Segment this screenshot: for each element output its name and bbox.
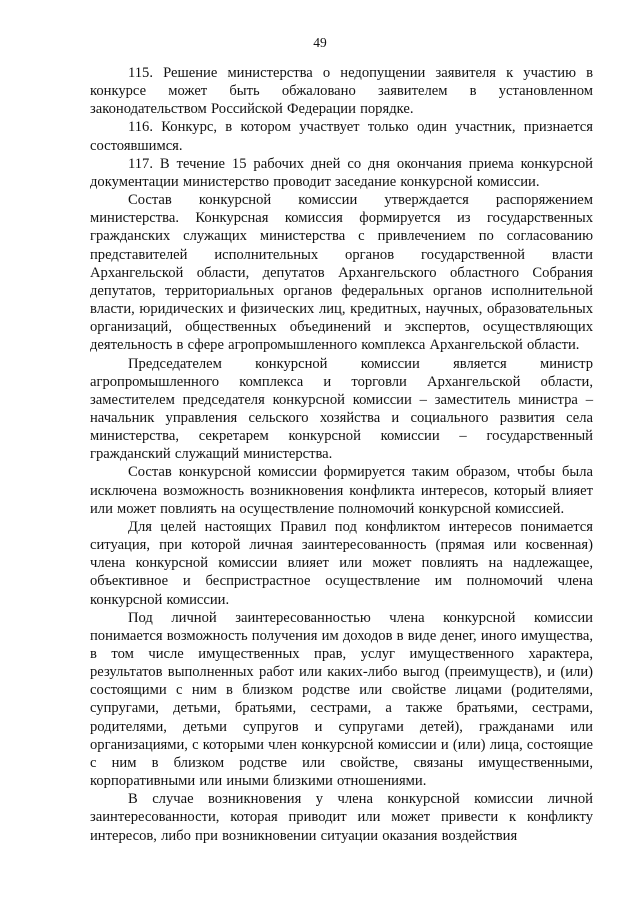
- paragraph-conflict-case: В случае возникновения у члена конкурсной комиссии личной заинтересованности, которая приводит или может привести к конфликту интересов, либо при возникновении ситуации оказания воздействия: [90, 791, 593, 844]
- document-body: [90, 64, 593, 845]
- paragraph-conflict-definition: Для целей настоящих Правил под конфликтом интересов понимается ситуация, при которой личная заинтересованность (прямая или косвенная) члена конкурсной комиссии влияет или может повлиять на надлежащее, объективное и беспристрастное осуществление им полномочий члена конкурсной комиссии.: [90, 518, 593, 608]
- paragraph-115: 115. Решение министерства о недопущении заявителя к участию в конкурсе может быть обжаловано заявителем в установленном законодательством Российской Федерации порядке.: [90, 65, 593, 118]
- paragraph-personal-interest: Под личной заинтересованностью члена конкурсной комиссии понимается возможность получения им доходов в виде денег, иного имущества, в том числе имущественных прав, услуг имущественного характера, результатов выполненных работ или каких-либо выгод (преимуществ), и (или) состоящими с ним в близком родстве или свойстве лицами (родителями, супругами, детьми, братьями, сестрами, а также братьями, сестрами, родителями, детьми супругов и супругами детей), гражданами или организациями, с которыми член конкурсной комиссии и (или) лица, состоящие с ним в близком родстве или свойстве, связаны имущественными, корпоративными или иными близкими отношениями.: [90, 609, 593, 790]
- paragraph-117: 117. В течение 15 рабочих дней со дня окончания приема конкурсной документации министерство проводит заседание конкурсной комиссии.: [90, 155, 593, 190]
- paragraph-116: 116. Конкурс, в котором участвует только один участник, признается состоявшимся.: [90, 119, 593, 154]
- page-number: 49: [313, 35, 327, 50]
- paragraph-commission-composition: Состав конкурсной комиссии утверждается распоряжением министерства. Конкурсная комиссия формируется из государственных гражданских служащих министерства с привлечением по согласованию представителей исполнительных органов государственной власти Архангельской области, депутатов Архангельского областного Собрания депутатов, территориальных органов федеральных органов исполнительной власти, юридических и физических лиц, кредитных, научных, образовательных организаций, общественных объединений и экспертов, осуществляющих деятельность в сфере агропромышленного комплекса Архангельской области.: [90, 192, 593, 354]
- paragraph-conflict-avoidance: Состав конкурсной комиссии формируется таким образом, чтобы была исключена возможность возникновения конфликта интересов, который влияет или может повлиять на осуществление полномочий конкурсной комиссией.: [90, 464, 593, 517]
- paragraph-commission-chair: Председателем конкурсной комиссии является министр агропромышленного комплекса и торговли Архангельской области, заместителем председателя конкурсной комиссии – заместитель министра – начальник управления сельского хозяйства и социального развития села министерства, секретарем конкурсной комиссии – государственный гражданский служащий министерства.: [90, 355, 593, 463]
